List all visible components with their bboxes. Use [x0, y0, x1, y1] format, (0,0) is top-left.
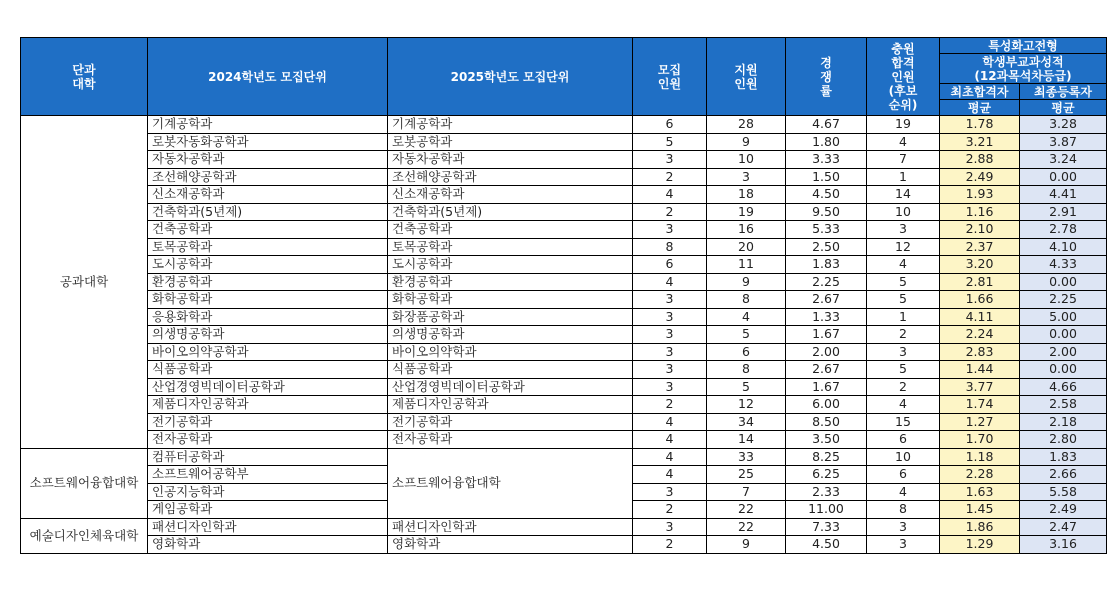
- applicants-cell: 28: [707, 116, 786, 134]
- table-row: [21, 361, 1107, 379]
- first-pass-avg-cell: 1.93: [940, 186, 1020, 204]
- applicants-cell: 5: [707, 326, 786, 344]
- first-pass-avg-cell: 1.63: [940, 483, 1020, 501]
- unit-2025-cell: 화장품공학과: [388, 308, 633, 326]
- applicants-cell: 10: [707, 151, 786, 169]
- ratio-cell: 2.33: [786, 483, 867, 501]
- unit-2024-cell: 조선해양공학과: [148, 168, 388, 186]
- table-row: [21, 291, 1107, 309]
- quota-cell: 3: [633, 518, 707, 536]
- unit-2024-cell: 도시공학과: [148, 256, 388, 274]
- college-cell: 공과대학: [21, 116, 148, 449]
- quota-cell: 6: [633, 116, 707, 134]
- header-avg-final: 평균: [1020, 100, 1107, 116]
- applicants-cell: 34: [707, 413, 786, 431]
- college-cell: 예술디자인체육대학: [21, 518, 148, 553]
- table-row: [21, 308, 1107, 326]
- unit-2025-cell: 영화학과: [388, 536, 633, 554]
- ratio-cell: 6.25: [786, 466, 867, 484]
- quota-cell: 3: [633, 308, 707, 326]
- first-pass-avg-cell: 2.49: [940, 168, 1020, 186]
- table-row: [21, 256, 1107, 274]
- final-reg-avg-cell: 3.28: [1020, 116, 1107, 134]
- waitlist-cell: 4: [867, 256, 940, 274]
- final-reg-avg-cell: 2.78: [1020, 221, 1107, 239]
- ratio-cell: 3.50: [786, 431, 867, 449]
- final-reg-avg-cell: 4.33: [1020, 256, 1107, 274]
- table-row: [21, 116, 1107, 134]
- first-pass-avg-cell: 1.74: [940, 396, 1020, 414]
- applicants-cell: 33: [707, 448, 786, 466]
- ratio-cell: 2.50: [786, 238, 867, 256]
- table-row: [21, 396, 1107, 414]
- ratio-cell: 8.25: [786, 448, 867, 466]
- ratio-cell: 11.00: [786, 501, 867, 519]
- final-reg-avg-cell: 2.80: [1020, 431, 1107, 449]
- admission-results-table-container: [20, 37, 1107, 554]
- applicants-cell: 9: [707, 536, 786, 554]
- header-grade-title: 학생부교과성적 (12과목석차등급): [940, 54, 1107, 84]
- final-reg-avg-cell: 2.18: [1020, 413, 1107, 431]
- first-pass-avg-cell: 2.28: [940, 466, 1020, 484]
- quota-cell: 6: [633, 256, 707, 274]
- quota-cell: 3: [633, 361, 707, 379]
- first-pass-avg-cell: 1.18: [940, 448, 1020, 466]
- unit-2025-cell: 식품공학과: [388, 361, 633, 379]
- final-reg-avg-cell: 0.00: [1020, 326, 1107, 344]
- final-reg-avg-cell: 3.16: [1020, 536, 1107, 554]
- ratio-cell: 8.50: [786, 413, 867, 431]
- first-pass-avg-cell: 2.10: [940, 221, 1020, 239]
- header-first-pass: 최초합격자: [940, 84, 1020, 100]
- applicants-cell: 4: [707, 308, 786, 326]
- first-pass-avg-cell: 1.45: [940, 501, 1020, 519]
- final-reg-avg-cell: 0.00: [1020, 273, 1107, 291]
- final-reg-avg-cell: 2.47: [1020, 518, 1107, 536]
- first-pass-avg-cell: 1.86: [940, 518, 1020, 536]
- first-pass-avg-cell: 2.24: [940, 326, 1020, 344]
- ratio-cell: 9.50: [786, 203, 867, 221]
- unit-2024-cell: 토목공학과: [148, 238, 388, 256]
- unit-2025-cell: 전자공학과: [388, 431, 633, 449]
- ratio-cell: 2.67: [786, 361, 867, 379]
- first-pass-avg-cell: 1.44: [940, 361, 1020, 379]
- ratio-cell: 1.83: [786, 256, 867, 274]
- header-quota: 모집 인원: [633, 38, 707, 116]
- waitlist-cell: 10: [867, 448, 940, 466]
- quota-cell: 2: [633, 536, 707, 554]
- table-row: [21, 536, 1107, 554]
- quota-cell: 5: [633, 133, 707, 151]
- quota-cell: 4: [633, 273, 707, 291]
- quota-cell: 2: [633, 396, 707, 414]
- final-reg-avg-cell: 0.00: [1020, 168, 1107, 186]
- final-reg-avg-cell: 4.10: [1020, 238, 1107, 256]
- unit-2024-cell: 건축공학과: [148, 221, 388, 239]
- table-row: [21, 518, 1107, 536]
- applicants-cell: 22: [707, 501, 786, 519]
- waitlist-cell: 1: [867, 168, 940, 186]
- table-row: [21, 168, 1107, 186]
- unit-2024-cell: 화학공학과: [148, 291, 388, 309]
- quota-cell: 2: [633, 168, 707, 186]
- unit-2025-cell: 화학공학과: [388, 291, 633, 309]
- waitlist-cell: 19: [867, 116, 940, 134]
- applicants-cell: 7: [707, 483, 786, 501]
- quota-cell: 3: [633, 291, 707, 309]
- unit-2025-cell: 환경공학과: [388, 273, 633, 291]
- unit-2024-cell: 로봇자동화공학과: [148, 133, 388, 151]
- ratio-cell: 3.33: [786, 151, 867, 169]
- ratio-cell: 4.50: [786, 186, 867, 204]
- unit-2025-cell: 토목공학과: [388, 238, 633, 256]
- first-pass-avg-cell: 2.81: [940, 273, 1020, 291]
- quota-cell: 3: [633, 221, 707, 239]
- quota-cell: 4: [633, 413, 707, 431]
- ratio-cell: 1.80: [786, 133, 867, 151]
- quota-cell: 3: [633, 326, 707, 344]
- table-row: [21, 431, 1107, 449]
- unit-2024-cell: 환경공학과: [148, 273, 388, 291]
- applicants-cell: 8: [707, 361, 786, 379]
- header-unit-2024: 2024학년도 모집단위: [148, 38, 388, 116]
- table-row: [21, 343, 1107, 361]
- ratio-cell: 1.33: [786, 308, 867, 326]
- unit-2024-cell: 인공지능학과: [148, 483, 388, 501]
- unit-2025-cell: 소프트웨어융합대학: [388, 448, 633, 518]
- ratio-cell: 2.67: [786, 291, 867, 309]
- unit-2024-cell: 응용화학과: [148, 308, 388, 326]
- ratio-cell: 1.50: [786, 168, 867, 186]
- unit-2024-cell: 바이오의약공학과: [148, 343, 388, 361]
- waitlist-cell: 1: [867, 308, 940, 326]
- table-header: [21, 38, 1107, 116]
- table-row: [21, 273, 1107, 291]
- applicants-cell: 5: [707, 378, 786, 396]
- applicants-cell: 25: [707, 466, 786, 484]
- waitlist-cell: 2: [867, 326, 940, 344]
- ratio-cell: 4.67: [786, 116, 867, 134]
- applicants-cell: 20: [707, 238, 786, 256]
- first-pass-avg-cell: 3.77: [940, 378, 1020, 396]
- table-row: [21, 203, 1107, 221]
- unit-2025-cell: 제품디자인공학과: [388, 396, 633, 414]
- ratio-cell: 7.33: [786, 518, 867, 536]
- table-row: [21, 378, 1107, 396]
- first-pass-avg-cell: 1.78: [940, 116, 1020, 134]
- final-reg-avg-cell: 3.87: [1020, 133, 1107, 151]
- quota-cell: 4: [633, 186, 707, 204]
- quota-cell: 3: [633, 483, 707, 501]
- waitlist-cell: 4: [867, 396, 940, 414]
- waitlist-cell: 3: [867, 518, 940, 536]
- header-college: 단과 대학: [21, 38, 148, 116]
- header-waitlist: 충원 합격 인원 (후보 순위): [867, 38, 940, 116]
- first-pass-avg-cell: 1.66: [940, 291, 1020, 309]
- applicants-cell: 8: [707, 291, 786, 309]
- applicants-cell: 9: [707, 133, 786, 151]
- final-reg-avg-cell: 2.00: [1020, 343, 1107, 361]
- final-reg-avg-cell: 4.66: [1020, 378, 1107, 396]
- table-row: [21, 133, 1107, 151]
- waitlist-cell: 3: [867, 536, 940, 554]
- unit-2024-cell: 산업경영빅데이터공학과: [148, 378, 388, 396]
- unit-2025-cell: 조선해양공학과: [388, 168, 633, 186]
- ratio-cell: 1.67: [786, 378, 867, 396]
- applicants-cell: 16: [707, 221, 786, 239]
- applicants-cell: 6: [707, 343, 786, 361]
- waitlist-cell: 4: [867, 483, 940, 501]
- first-pass-avg-cell: 3.20: [940, 256, 1020, 274]
- waitlist-cell: 2: [867, 378, 940, 396]
- waitlist-cell: 6: [867, 466, 940, 484]
- applicants-cell: 19: [707, 203, 786, 221]
- final-reg-avg-cell: 0.00: [1020, 361, 1107, 379]
- college-cell: 소프트웨어융합대학: [21, 448, 148, 518]
- first-pass-avg-cell: 1.29: [940, 536, 1020, 554]
- waitlist-cell: 10: [867, 203, 940, 221]
- unit-2024-cell: 소프트웨어공학부: [148, 466, 388, 484]
- unit-2025-cell: 패션디자인학과: [388, 518, 633, 536]
- final-reg-avg-cell: 5.00: [1020, 308, 1107, 326]
- unit-2025-cell: 기계공학과: [388, 116, 633, 134]
- unit-2024-cell: 기계공학과: [148, 116, 388, 134]
- table-row: [21, 238, 1107, 256]
- header-track: 특성화고전형: [940, 38, 1107, 54]
- waitlist-cell: 8: [867, 501, 940, 519]
- unit-2024-cell: 제품디자인공학과: [148, 396, 388, 414]
- unit-2025-cell: 신소재공학과: [388, 186, 633, 204]
- waitlist-cell: 5: [867, 361, 940, 379]
- final-reg-avg-cell: 2.25: [1020, 291, 1107, 309]
- header-ratio: 경 쟁 률: [786, 38, 867, 116]
- final-reg-avg-cell: 5.58: [1020, 483, 1107, 501]
- first-pass-avg-cell: 2.37: [940, 238, 1020, 256]
- first-pass-avg-cell: 4.11: [940, 308, 1020, 326]
- quota-cell: 3: [633, 151, 707, 169]
- table-row: [21, 151, 1107, 169]
- ratio-cell: 5.33: [786, 221, 867, 239]
- unit-2024-cell: 게임공학과: [148, 501, 388, 519]
- table-row: [21, 413, 1107, 431]
- unit-2024-cell: 패션디자인학과: [148, 518, 388, 536]
- ratio-cell: 2.25: [786, 273, 867, 291]
- applicants-cell: 3: [707, 168, 786, 186]
- final-reg-avg-cell: 2.66: [1020, 466, 1107, 484]
- waitlist-cell: 7: [867, 151, 940, 169]
- header-applicants: 지원 인원: [707, 38, 786, 116]
- header-final-reg: 최종등록자: [1020, 84, 1107, 100]
- first-pass-avg-cell: 3.21: [940, 133, 1020, 151]
- table-body: [21, 116, 1107, 554]
- unit-2024-cell: 전자공학과: [148, 431, 388, 449]
- unit-2025-cell: 도시공학과: [388, 256, 633, 274]
- first-pass-avg-cell: 1.16: [940, 203, 1020, 221]
- quota-cell: 4: [633, 466, 707, 484]
- ratio-cell: 6.00: [786, 396, 867, 414]
- unit-2024-cell: 건축학과(5년제): [148, 203, 388, 221]
- unit-2025-cell: 자동차공학과: [388, 151, 633, 169]
- first-pass-avg-cell: 1.70: [940, 431, 1020, 449]
- unit-2025-cell: 바이오의약학과: [388, 343, 633, 361]
- table-row: [21, 326, 1107, 344]
- final-reg-avg-cell: 2.49: [1020, 501, 1107, 519]
- table-row: [21, 448, 1107, 466]
- admission-results-table: [20, 37, 1107, 554]
- unit-2024-cell: 영화학과: [148, 536, 388, 554]
- waitlist-cell: 12: [867, 238, 940, 256]
- first-pass-avg-cell: 1.27: [940, 413, 1020, 431]
- quota-cell: 2: [633, 501, 707, 519]
- waitlist-cell: 15: [867, 413, 940, 431]
- waitlist-cell: 5: [867, 291, 940, 309]
- header-avg-first: 평균: [940, 100, 1020, 116]
- unit-2024-cell: 전기공학과: [148, 413, 388, 431]
- waitlist-cell: 6: [867, 431, 940, 449]
- final-reg-avg-cell: 2.58: [1020, 396, 1107, 414]
- waitlist-cell: 4: [867, 133, 940, 151]
- waitlist-cell: 14: [867, 186, 940, 204]
- unit-2024-cell: 식품공학과: [148, 361, 388, 379]
- quota-cell: 2: [633, 203, 707, 221]
- final-reg-avg-cell: 4.41: [1020, 186, 1107, 204]
- quota-cell: 3: [633, 378, 707, 396]
- unit-2024-cell: 컴퓨터공학과: [148, 448, 388, 466]
- quota-cell: 3: [633, 343, 707, 361]
- ratio-cell: 2.00: [786, 343, 867, 361]
- final-reg-avg-cell: 2.91: [1020, 203, 1107, 221]
- header-unit-2025: 2025학년도 모집단위: [388, 38, 633, 116]
- unit-2025-cell: 의생명공학과: [388, 326, 633, 344]
- final-reg-avg-cell: 3.24: [1020, 151, 1107, 169]
- first-pass-avg-cell: 2.88: [940, 151, 1020, 169]
- applicants-cell: 22: [707, 518, 786, 536]
- final-reg-avg-cell: 1.83: [1020, 448, 1107, 466]
- waitlist-cell: 5: [867, 273, 940, 291]
- applicants-cell: 11: [707, 256, 786, 274]
- ratio-cell: 1.67: [786, 326, 867, 344]
- unit-2024-cell: 신소재공학과: [148, 186, 388, 204]
- unit-2025-cell: 전기공학과: [388, 413, 633, 431]
- table-row: [21, 221, 1107, 239]
- ratio-cell: 4.50: [786, 536, 867, 554]
- quota-cell: 4: [633, 448, 707, 466]
- table-row: [21, 186, 1107, 204]
- waitlist-cell: 3: [867, 221, 940, 239]
- quota-cell: 4: [633, 431, 707, 449]
- unit-2024-cell: 자동차공학과: [148, 151, 388, 169]
- unit-2025-cell: 산업경영빅데이터공학과: [388, 378, 633, 396]
- unit-2024-cell: 의생명공학과: [148, 326, 388, 344]
- quota-cell: 8: [633, 238, 707, 256]
- unit-2025-cell: 로봇공학과: [388, 133, 633, 151]
- applicants-cell: 14: [707, 431, 786, 449]
- first-pass-avg-cell: 2.83: [940, 343, 1020, 361]
- applicants-cell: 12: [707, 396, 786, 414]
- waitlist-cell: 3: [867, 343, 940, 361]
- unit-2025-cell: 건축학과(5년제): [388, 203, 633, 221]
- unit-2025-cell: 건축공학과: [388, 221, 633, 239]
- applicants-cell: 18: [707, 186, 786, 204]
- applicants-cell: 9: [707, 273, 786, 291]
